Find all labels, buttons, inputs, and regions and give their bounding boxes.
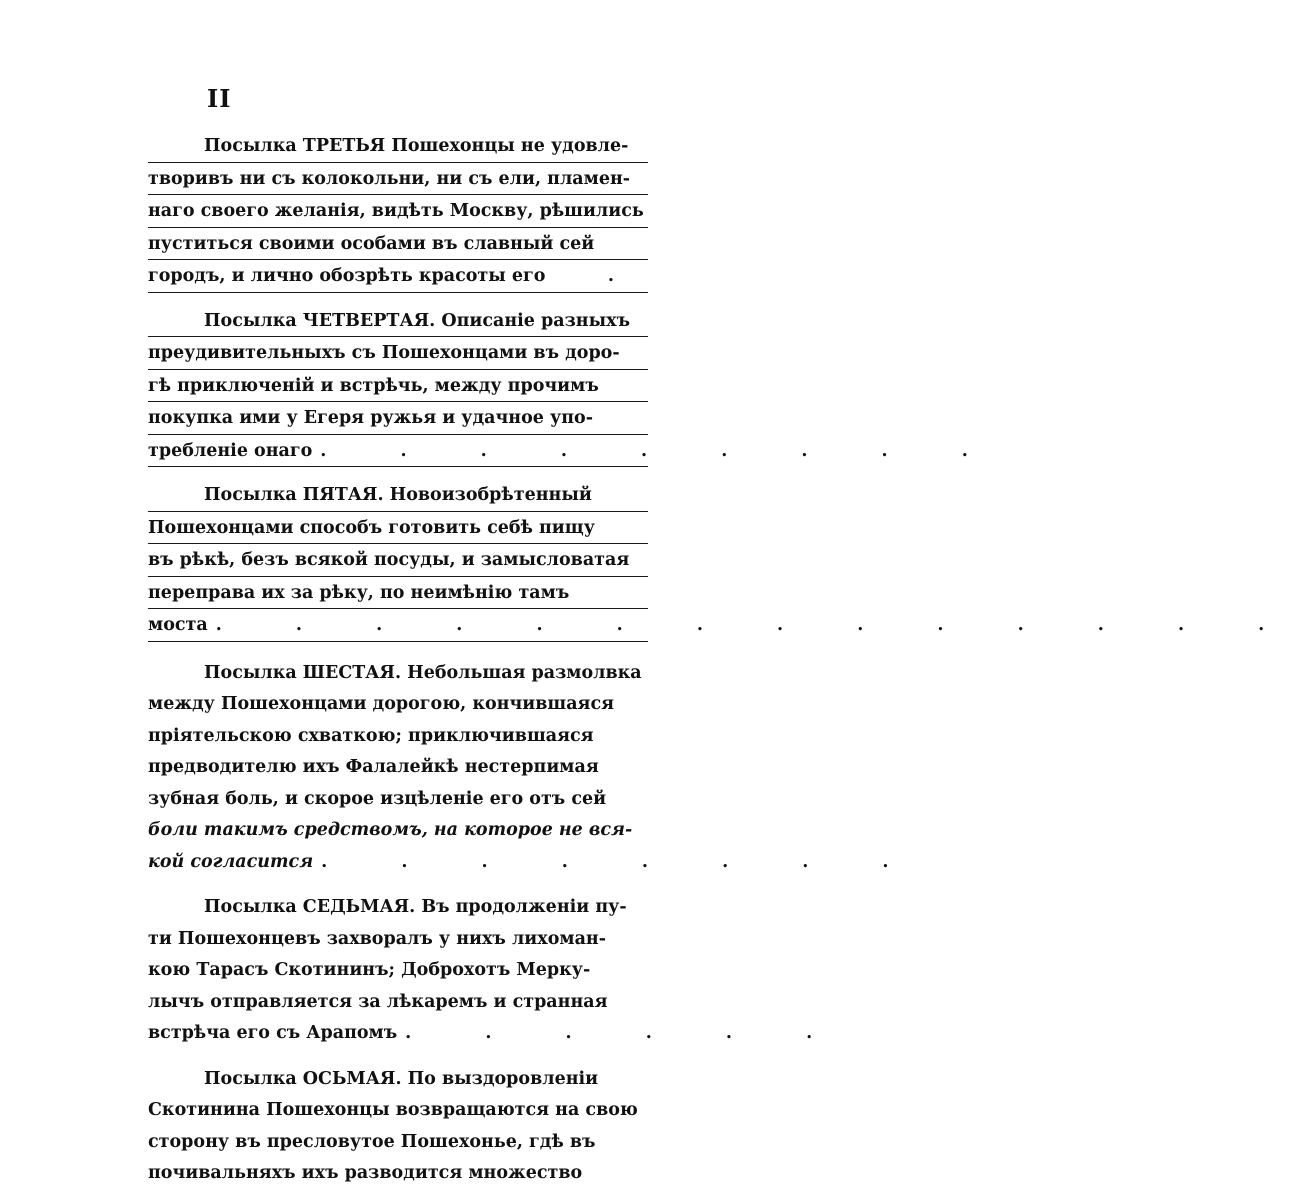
dot-leader: . . . . . . . . . . . . . . — [215, 615, 1298, 635]
entry-line: кою Тарасъ Скотининъ; Доброхотъ Мерку- — [148, 960, 591, 980]
entry-line: предводителю ихъ Фалалейкѣ нестерпимая — [148, 757, 599, 777]
entry-line: лычъ отправляется за лѣкаремъ и странная — [148, 991, 608, 1012]
toc-entry — [148, 132, 648, 293]
dot-leader: . . . . . . . . . — [320, 440, 1002, 461]
entry-line: Посылка ШЕСТАЯ. Небольшая размолвка — [204, 662, 642, 683]
entry-line: Посылка ОСЬМАЯ. По выздоровленіи — [204, 1068, 599, 1089]
entry-line: кой согласится . . . . . . . . — [148, 847, 648, 879]
entry-line: пуститься своими особами въ славный сей — [148, 230, 648, 261]
entry-line: почивальняхъ ихъ разводится множество — [148, 1163, 583, 1183]
entry-line: городъ, и лично обозрѣть красоты его . — [148, 262, 648, 293]
entry-line: Посылка ТРЕТЬЯ Пошехонцы не удовле- — [148, 132, 648, 163]
dot-leader: . . . . . . . . — [321, 851, 923, 872]
entry-line: пріятельскою схваткою; приключившаяся — [148, 725, 594, 746]
toc-entry — [148, 892, 847, 1050]
entry-line: творивъ ни съ колокольни, ни съ ели, пламен- — [148, 165, 648, 196]
entry-line: наго своего желанія, видѣть Москву, рѣшились — [148, 197, 648, 228]
dot-leader: . . . . . . — [405, 1023, 847, 1043]
entry-line: Посылка ЧЕТВЕРТАЯ. Описаніе разныхъ — [148, 307, 648, 338]
entry-line: ти Пошехонцевъ захворалъ у нихъ лихоман- — [148, 928, 606, 949]
entry-line: гѣ приключеній и встрѣчь, между прочимъ — [148, 372, 648, 403]
entry-line: переправа их за рѣку, по неимѣнію тамъ — [148, 579, 648, 610]
dot-leader: . — [607, 266, 648, 286]
toc-entry — [148, 658, 923, 879]
toc-entry — [148, 481, 1298, 642]
entry-line: моста . . . . . . . . . . . . . . — [148, 611, 648, 642]
entry-line: Пошехонцами способъ готовить себѣ пищу — [148, 514, 648, 545]
page-number: II — [207, 84, 232, 113]
entry-line: боли такимъ средствомъ, на которое не вся- — [148, 820, 633, 840]
toc-entry — [148, 1064, 648, 1190]
entry-line: въ рѣкѣ, безъ всякой посуды, и замысловатая — [148, 546, 648, 577]
entry-line: Посылка ПЯТАЯ. Новоизобрѣтенный — [148, 481, 648, 512]
table-of-contents — [148, 132, 1298, 1190]
toc-entry — [148, 307, 1002, 468]
entry-line: покупка ими у Егеря ружья и удачное упо- — [148, 404, 648, 435]
entry-line: встрѣча его съ Арапомъ . . . . . . — [148, 1018, 648, 1050]
entry-line: между Пошехонцами дорогою, кончившаяся — [148, 694, 615, 714]
entry-line: требленіе онаго . . . . . . . . . — [148, 437, 648, 468]
entry-line: преудивительныхъ съ Пошехонцами въ доро- — [148, 339, 648, 370]
entry-line: Посылка СЕДЬМАЯ. Въ продолженіи пу- — [204, 897, 627, 917]
entry-line: сторону въ пресловутое Пошехонье, гдѣ въ — [148, 1131, 596, 1152]
entry-line: Скотинина Пошехонцы возвращаются на свою — [148, 1100, 638, 1120]
entry-line: зубная боль, и скорое изцѣленіе его отъ сей — [148, 788, 607, 809]
